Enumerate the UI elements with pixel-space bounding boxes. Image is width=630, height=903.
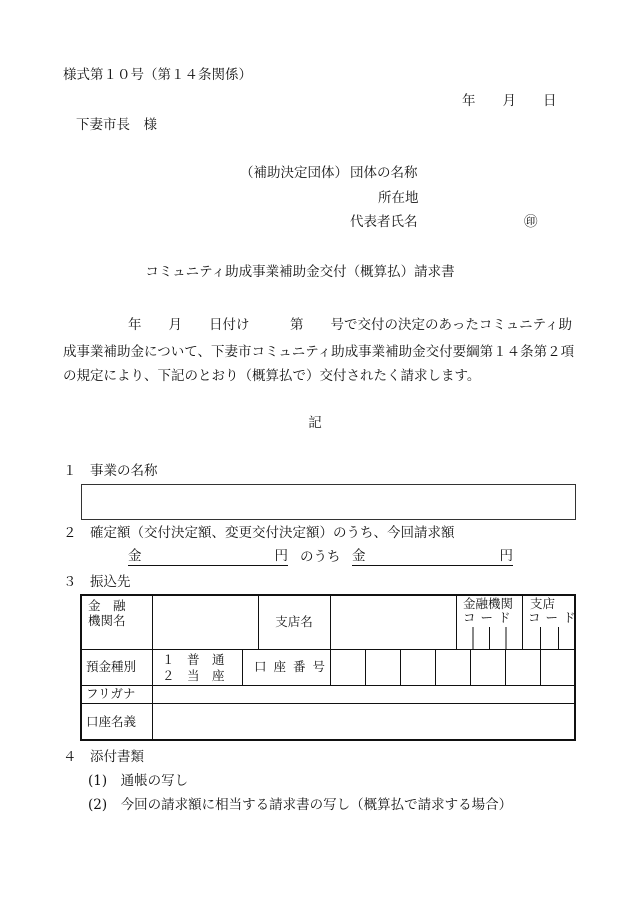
date-field[interactable]: 年 月 日 bbox=[462, 93, 557, 109]
branch-code-digit[interactable] bbox=[541, 627, 558, 649]
fi-code-digit[interactable] bbox=[457, 627, 473, 649]
account-number-digit[interactable] bbox=[436, 650, 470, 685]
fi-code-digit[interactable] bbox=[506, 627, 522, 649]
amount-suffix: 円 bbox=[274, 548, 288, 564]
attachment-item: (1) 通帳の写し bbox=[88, 773, 189, 789]
account-holder-label: 口座名義 bbox=[86, 714, 137, 729]
form-number: 様式第１０号（第１４条関係） bbox=[63, 67, 252, 83]
project-name-label: １ 事業の名称 bbox=[63, 463, 158, 479]
bank-name-label-line-1: 金 融 bbox=[88, 598, 126, 613]
fi-code-label-line-2: コード bbox=[463, 610, 516, 625]
deposit-option-current[interactable]: ２ 当 座 bbox=[162, 668, 225, 683]
note-heading: 記 bbox=[308, 415, 322, 431]
amount-suffix: 円 bbox=[499, 548, 513, 564]
addressee: 下妻市長 様 bbox=[76, 117, 157, 133]
bank-name-label-line-2: 機関名 bbox=[88, 613, 126, 628]
fi-code-label bbox=[463, 597, 516, 625]
group-label: （補助決定団体） bbox=[240, 165, 348, 181]
account-number-digit[interactable] bbox=[471, 650, 505, 685]
bank-name-label bbox=[88, 598, 126, 628]
seal-mark: ㊞ bbox=[524, 214, 538, 230]
account-holder-field[interactable] bbox=[153, 704, 574, 739]
bank-name-field[interactable] bbox=[153, 596, 258, 649]
group-name-label: 団体の名称 bbox=[350, 165, 418, 181]
document-title: コミュニティ助成事業補助金交付（概算払）請求書 bbox=[145, 264, 455, 280]
furigana-field[interactable] bbox=[153, 686, 574, 703]
amount-prefix: 金 bbox=[128, 548, 142, 564]
representative-label: 代表者氏名 bbox=[350, 214, 418, 230]
requested-amount-field[interactable] bbox=[352, 548, 513, 566]
bank-label: ３ 振込先 bbox=[63, 574, 131, 590]
fi-code-digit[interactable] bbox=[490, 627, 506, 649]
amount-middle-text: のうち bbox=[300, 549, 341, 565]
attachment-item: (2) 今回の請求額に相当する請求書の写し（概算払で請求する場合） bbox=[88, 797, 513, 813]
branch-name-field[interactable] bbox=[331, 596, 456, 649]
account-number-digit[interactable] bbox=[331, 650, 365, 685]
branch-name-label: 支店名 bbox=[275, 614, 313, 629]
attachments-label: ４ 添付書類 bbox=[63, 749, 144, 765]
project-name-field[interactable] bbox=[81, 484, 576, 520]
amount-prefix: 金 bbox=[352, 548, 366, 564]
deposit-type-options bbox=[162, 652, 225, 684]
bank-transfer-table bbox=[80, 594, 581, 741]
deposit-type-label: 預金種別 bbox=[86, 659, 137, 674]
body-line-2: 成事業補助金について、下妻市コミュニティ助成事業補助金交付要綱第１４条第２項 bbox=[63, 344, 575, 360]
body-line-3: の規定により、下記のとおり（概算払で）交付されたく請求します。 bbox=[63, 368, 481, 384]
fi-code-digit[interactable] bbox=[473, 627, 489, 649]
account-number-digit[interactable] bbox=[401, 650, 435, 685]
fi-code-label-line-1: 金融機関 bbox=[463, 596, 514, 611]
amount-label: ２ 確定額（交付決定額、変更交付決定額）のうち、今回請求額 bbox=[63, 525, 455, 541]
account-number-digit[interactable] bbox=[366, 650, 400, 685]
determined-amount-field[interactable] bbox=[128, 548, 288, 566]
branch-code-label bbox=[528, 597, 581, 625]
account-number-digit[interactable] bbox=[506, 650, 540, 685]
body-line-1: 年 月 日付け 第 号で交付の決定のあったコミュニティ助 bbox=[128, 317, 573, 333]
branch-code-digit[interactable] bbox=[523, 627, 540, 649]
branch-code-label-line-1: 支店 bbox=[530, 596, 556, 611]
account-number-label: 口座番号 bbox=[254, 659, 333, 674]
furigana-label: フリガナ bbox=[86, 686, 136, 701]
branch-code-label-line-2: コード bbox=[528, 610, 581, 625]
account-number-digit[interactable] bbox=[541, 650, 574, 685]
deposit-option-ordinary[interactable]: １ 普 通 bbox=[162, 652, 225, 667]
branch-code-digit[interactable] bbox=[559, 627, 574, 649]
group-address-label: 所在地 bbox=[378, 190, 419, 206]
